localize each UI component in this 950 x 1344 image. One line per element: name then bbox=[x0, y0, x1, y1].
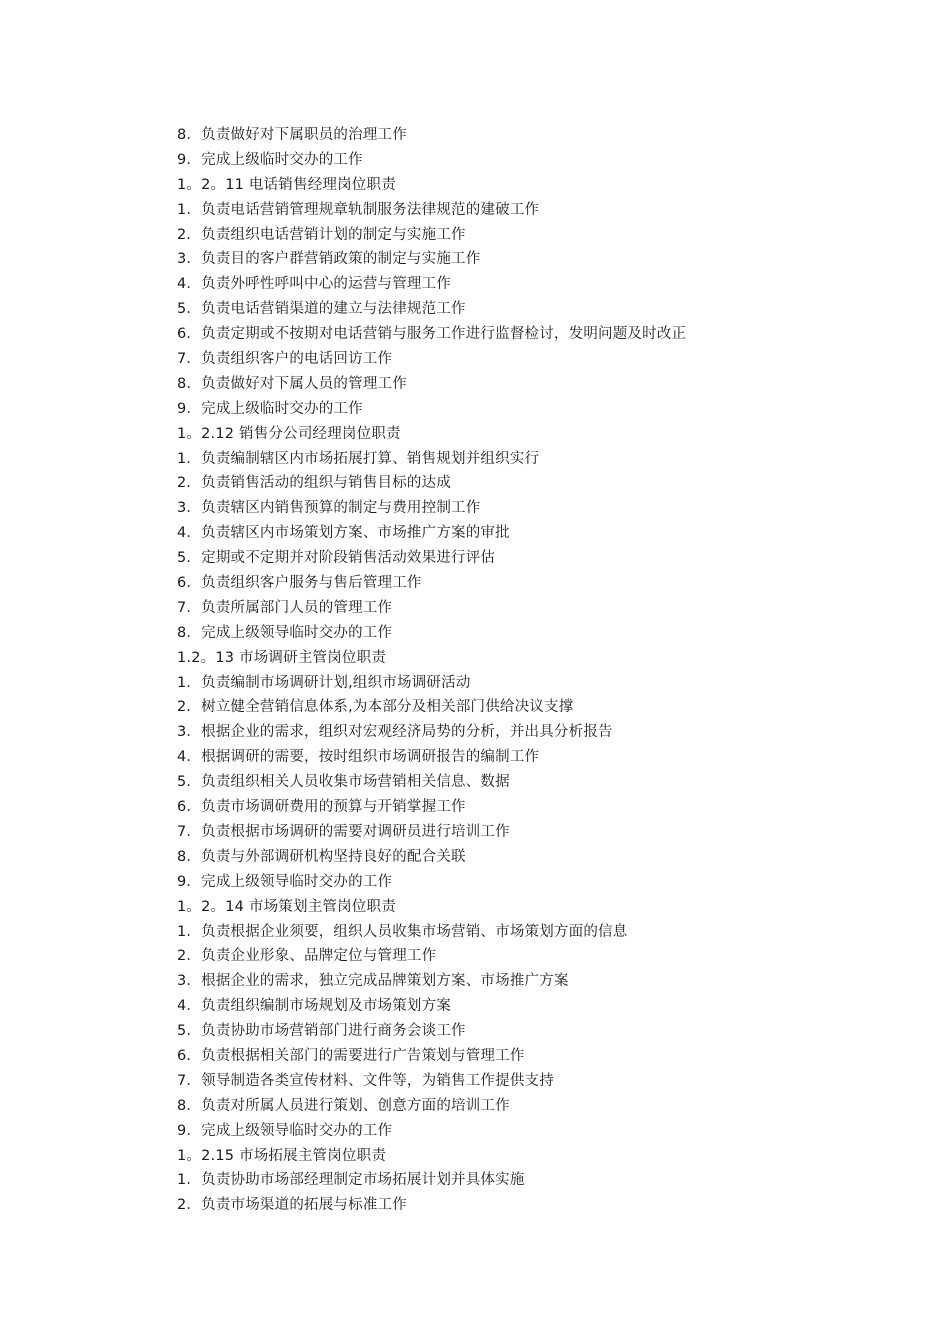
text-line: 2．负责企业形象、品牌定位与管理工作 bbox=[177, 948, 437, 965]
text-line: 1．负责编制辖区内市场拓展打算、销售规划并组织实行 bbox=[177, 450, 540, 467]
section-heading: 1.2。13 市场调研主管岗位职责 bbox=[177, 649, 387, 666]
text-line: 6．负责定期或不按期对电话营销与服务工作进行监督检讨，发明问题及时改正 bbox=[177, 326, 687, 343]
text-line: 8．负责做好对下属职员的治理工作 bbox=[177, 127, 407, 143]
text-line: 3．根据企业的需求，独立完成品牌策划方案、市场推广方案 bbox=[177, 973, 569, 990]
text-line: 9．完成上级领导临时交办的工作 bbox=[177, 1122, 393, 1139]
text-line: 4．负责辖区内市场策划方案、市场推广方案的审批 bbox=[177, 525, 510, 542]
section-heading: 1。2。14 市场策划主管岗位职责 bbox=[177, 898, 396, 915]
text-line: 8．负责对所属人员进行策划、创意方面的培训工作 bbox=[177, 1097, 510, 1114]
text-line: 5．负责协助市场营销部门进行商务会谈工作 bbox=[177, 1023, 466, 1040]
text-line: 1．负责根据企业须要，组织人员收集市场营销、市场策划方面的信息 bbox=[177, 923, 628, 940]
text-line: 9．完成上级临时交办的工作 bbox=[177, 400, 363, 417]
text-line: 9．完成上级临时交办的工作 bbox=[177, 151, 363, 168]
text-line: 8．负责与外部调研机构坚持良好的配合关联 bbox=[177, 848, 466, 865]
text-line: 6．负责根据相关部门的需要进行广告策划与管理工作 bbox=[177, 1047, 525, 1064]
text-line: 9．完成上级领导临时交办的工作 bbox=[177, 873, 393, 890]
text-line: 7．负责所属部门人员的管理工作 bbox=[177, 599, 393, 616]
text-line: 7．负责根据市场调研的需要对调研员进行培训工作 bbox=[177, 823, 510, 840]
text-line: 1．负责电话营销管理规章轨制服务法律规范的建破工作 bbox=[177, 201, 540, 218]
section-heading: 1。2.15 市场拓展主管岗位职责 bbox=[177, 1147, 387, 1164]
text-line: 6．负责组织客户服务与售后管理工作 bbox=[177, 575, 422, 592]
text-line: 8．完成上级领导临时交办的工作 bbox=[177, 624, 393, 641]
section-heading: 1。2.12 销售分公司经理岗位职责 bbox=[177, 425, 401, 442]
text-line: 2．树立健全营销信息体系,为本部分及相关部门供给决议支撑 bbox=[177, 699, 574, 716]
text-line: 2．负责市场渠道的拓展与标准工作 bbox=[177, 1197, 407, 1214]
text-line: 3．负责目的客户群营销政策的制定与实施工作 bbox=[177, 251, 481, 268]
text-line: 4．根据调研的需要，按时组织市场调研报告的编制工作 bbox=[177, 749, 540, 766]
text-line: 5．负责组织相关人员收集市场营销相关信息、数据 bbox=[177, 774, 510, 791]
text-line: 5．负责电话营销渠道的建立与法律规范工作 bbox=[177, 301, 466, 318]
section-heading: 1。2。11 电话销售经理岗位职责 bbox=[177, 176, 396, 193]
text-line: 1．负责编制市场调研计划,组织市场调研活动 bbox=[177, 674, 471, 691]
text-line: 6．负责市场调研费用的预算与开销掌握工作 bbox=[177, 799, 466, 816]
text-line: 4．负责外呼性呼叫中心的运营与管理工作 bbox=[177, 276, 452, 293]
text-line: 1．负责协助市场部经理制定市场拓展计划并具体实施 bbox=[177, 1172, 525, 1189]
text-line: 5．定期或不定期并对阶段销售活动效果进行评估 bbox=[177, 550, 496, 567]
text-line: 2．负责销售活动的组织与销售目标的达成 bbox=[177, 475, 452, 492]
text-line: 7．负责组织客户的电话回访工作 bbox=[177, 351, 393, 368]
text-line: 3．负责辖区内销售预算的制定与费用控制工作 bbox=[177, 500, 481, 517]
text-line: 8．负责做好对下属人员的管理工作 bbox=[177, 375, 407, 392]
document-body bbox=[177, 123, 877, 1218]
text-line: 4．负责组织编制市场规划及市场策划方案 bbox=[177, 998, 452, 1015]
text-line: 2．负责组织电话营销计划的制定与实施工作 bbox=[177, 226, 466, 243]
text-line: 3．根据企业的需求，组织对宏观经济局势的分析，并出具分析报告 bbox=[177, 724, 613, 741]
text-line: 7．领导制造各类宣传材料、文件等，为销售工作提供支持 bbox=[177, 1072, 554, 1089]
